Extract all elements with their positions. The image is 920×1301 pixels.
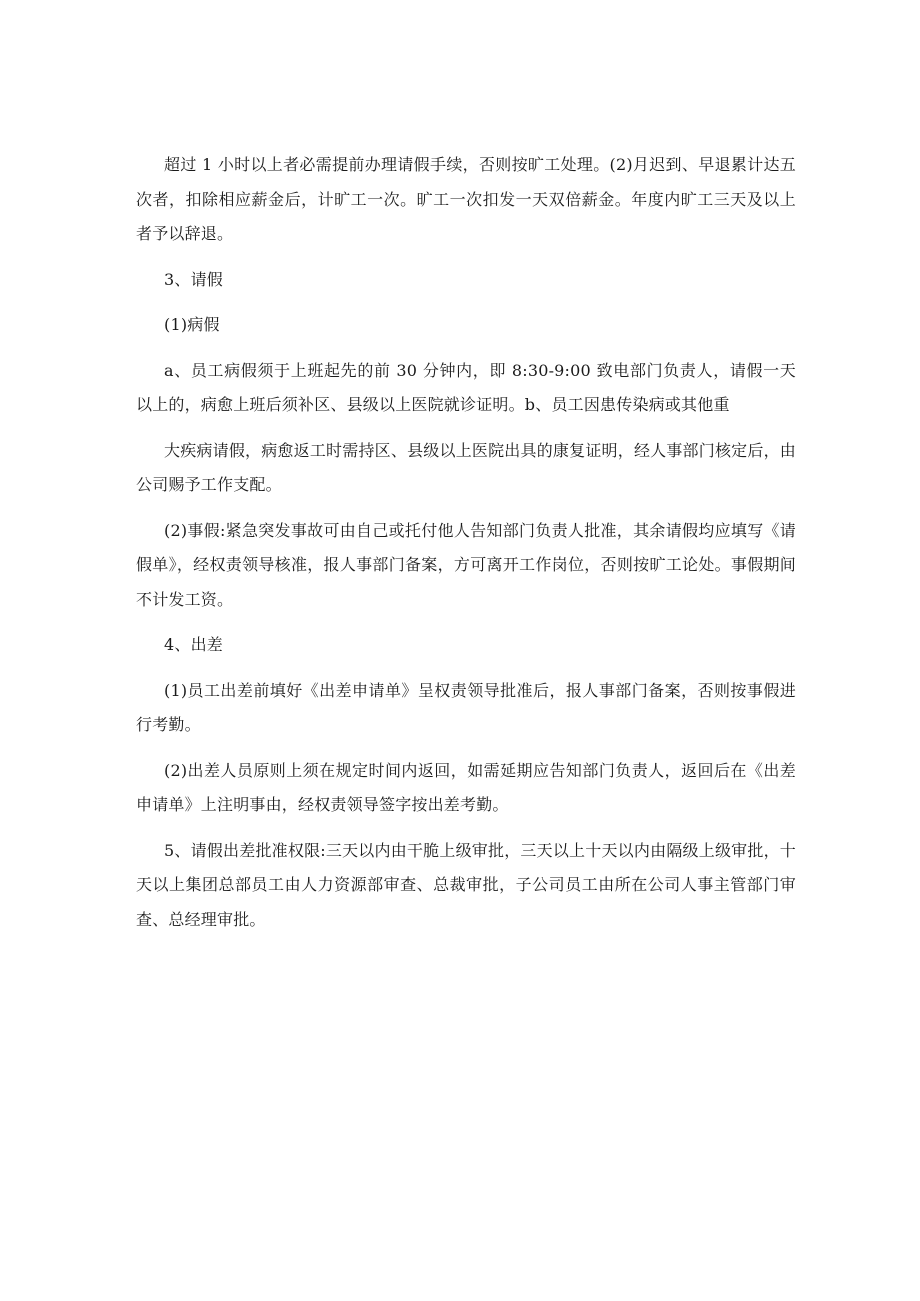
paragraph-absence-rules: 超过 1 小时以上者必需提前办理请假手续，否则按旷工处理。(2)月迟到、早退累计达五次者，扣除相应薪金后，计旷工一次。旷工一次扣发一天双倍薪金。年度内旷工三天及以上者予以辞退。 xyxy=(136,155,796,243)
paragraph-sick-leave-a: a、员工病假须于上班起先的前 30 分钟内，即 8:30-9:00 致电部门负责人，请假一天以上的，病愈上班后须补区、县级以上医院就诊证明。b、员工因患传染病或其他重 xyxy=(136,360,796,414)
paragraph-approval-authority: 5、请假出差批准权限:三天以内由干脆上级审批，三天以上十天以内由隔级上级审批，十天以上集团总部员工由人力资源部审查、总裁审批，子公司员工由所在公司人事主管部门审查、总经理审批。 xyxy=(136,840,796,929)
heading-sick-leave: (1)病假 xyxy=(164,315,220,334)
paragraph-personal-leave: (2)事假:紧急突发事故可由自己或托付他人告知部门负责人批准，其余请假均应填写《请假单》，经权责领导核准，报人事部门备案，方可离开工作岗位，否则按旷工论处。事假期间不计发工资。 xyxy=(136,520,796,609)
heading-leave: 3、请假 xyxy=(164,269,223,289)
document-body xyxy=(136,148,796,948)
paragraph-trip-return: (2)出差人员原则上须在规定时间内返回，如需延期应告知部门负责人，返回后在《出差申请单》上注明事由，经权责领导签字按出差考勤。 xyxy=(136,760,796,814)
heading-business-trip: 4、出差 xyxy=(164,635,223,654)
paragraph-sick-leave-b: 大疾病请假，病愈返工时需持区、县级以上医院出具的康复证明，经人事部门核定后，由公司赐予工作支配。 xyxy=(136,440,796,494)
paragraph-trip-application: (1)员工出差前填好《出差申请单》呈权责领导批准后，报人事部门备案，否则按事假进行考勤。 xyxy=(136,680,796,734)
